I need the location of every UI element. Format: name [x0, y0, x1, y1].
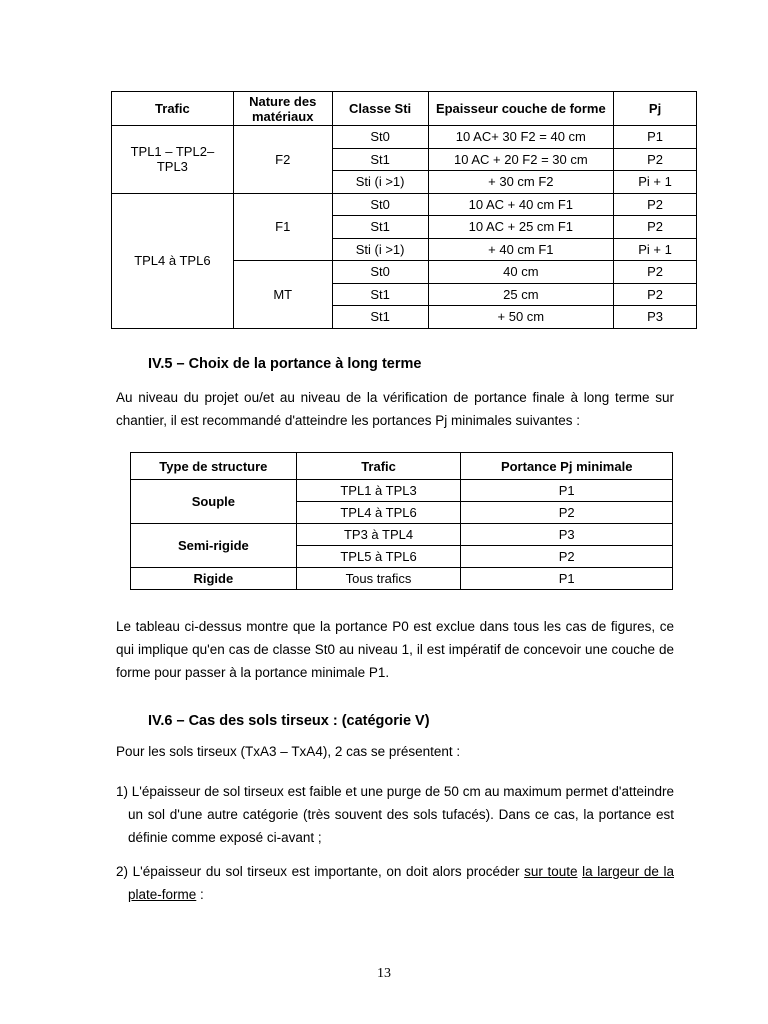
portance-cell: P3 — [461, 524, 673, 546]
paragraph-conclusion: Le tableau ci-dessus montre que la portance P0 est exclue dans tous les cas de figures, ce qui implique qu'en cas de classe St0 au niveau 1, il est impératif de concevoir une couche de forme pour passer à la portance minimale P1. — [116, 619, 674, 680]
trafic-cell: TPL4 à TPL6 — [112, 193, 234, 328]
pj-cell: P2 — [614, 283, 697, 306]
trafic-cell: TP3 à TPL4 — [296, 524, 461, 546]
structure-cell: Souple — [131, 480, 297, 524]
trafic-cell: Tous trafics — [296, 568, 461, 590]
pj-cell: P2 — [614, 193, 697, 216]
portance-cell: P2 — [461, 546, 673, 568]
table-row — [131, 568, 673, 590]
header-pj: Pj — [614, 92, 697, 126]
header-epaisseur: Epaisseur couche de forme — [428, 92, 614, 126]
classe-cell: St0 — [332, 193, 428, 216]
table-row — [131, 524, 673, 546]
epaisseur-cell: 10 AC + 40 cm F1 — [428, 193, 614, 216]
classe-cell: St0 — [332, 261, 428, 284]
section-heading-iv6: IV.6 – Cas des sols tirseux : (catégorie V) — [148, 713, 430, 729]
header-portance: Portance Pj minimale — [461, 453, 673, 480]
portance-cell: P1 — [461, 480, 673, 502]
list-item-2-start: 2) L'épaisseur du sol tirseux est importante, on doit alors procéder — [116, 864, 525, 879]
table-row — [112, 126, 697, 149]
epaisseur-cell: 10 AC+ 30 F2 = 40 cm — [428, 126, 614, 149]
underlined-text: la largeur de la plate-forme — [128, 864, 674, 902]
nature-cell: F1 — [233, 193, 332, 261]
portance-cell: P1 — [461, 568, 673, 590]
trafic-cell: TPL5 à TPL6 — [296, 546, 461, 568]
pj-cell: P2 — [614, 261, 697, 284]
section-heading-iv5: IV.5 – Choix de la portance à long terme — [148, 356, 422, 372]
classe-cell: St1 — [332, 306, 428, 329]
table-header-row — [131, 453, 673, 480]
epaisseur-cell: 25 cm — [428, 283, 614, 306]
nature-cell: F2 — [233, 126, 332, 194]
list-item-2-end: : — [196, 887, 204, 902]
underlined-text: sur toute — [524, 864, 578, 879]
trafic-cell: TPL4 à TPL6 — [296, 502, 461, 524]
pj-cell: P2 — [614, 216, 697, 239]
header-trafic: Trafic — [112, 92, 234, 126]
header-classe: Classe Sti — [332, 92, 428, 126]
table-header-row — [112, 92, 697, 126]
structure-cell: Semi-rigide — [131, 524, 297, 568]
epaisseur-cell: 40 cm — [428, 261, 614, 284]
epaisseur-cell: 10 AC + 25 cm F1 — [428, 216, 614, 239]
header-type-structure: Type de structure — [131, 453, 297, 480]
paragraph-iv6-intro: Pour les sols tirseux (TxA3 – TxA4), 2 cas se présentent : — [116, 744, 461, 759]
page-number: 13 — [377, 966, 391, 981]
pj-cell: P3 — [614, 306, 697, 329]
epaisseur-cell: + 40 cm F1 — [428, 238, 614, 261]
list-item-1: 1) L'épaisseur de sol tirseux est faible et une purge de 50 cm au maximum permet d'atteindre un sol d'une autre catégorie (très souvent des sols tufacés). Dans ce cas, la portance est définie comme exposé ci-avant ; — [116, 784, 674, 845]
classe-cell: St1 — [332, 216, 428, 239]
paragraph-iv5-intro: Au niveau du projet ou/et au niveau de la vérification de portance finale à long terme sur chantier, il est recommandé d'atteindre les portances Pj minimales suivantes : — [116, 390, 674, 428]
epaisseur-cell: + 50 cm — [428, 306, 614, 329]
epaisseur-cell: 10 AC + 20 F2 = 30 cm — [428, 148, 614, 171]
classe-cell: Sti (i >1) — [332, 238, 428, 261]
pj-cell: Pi + 1 — [614, 171, 697, 194]
list-item-2 — [116, 860, 674, 906]
support-thickness-table — [111, 91, 697, 329]
header-trafic: Trafic — [296, 453, 461, 480]
epaisseur-cell: + 30 cm F2 — [428, 171, 614, 194]
pj-cell: Pi + 1 — [614, 238, 697, 261]
table-row — [112, 193, 697, 216]
structure-cell: Rigide — [131, 568, 297, 590]
classe-cell: St1 — [332, 148, 428, 171]
classe-cell: St1 — [332, 283, 428, 306]
minimum-bearing-table — [130, 452, 673, 590]
trafic-cell: TPL1 – TPL2– TPL3 — [112, 126, 234, 194]
header-nature: Nature des matériaux — [233, 92, 332, 126]
pj-cell: P2 — [614, 148, 697, 171]
table-row — [131, 480, 673, 502]
pj-cell: P1 — [614, 126, 697, 149]
trafic-cell: TPL1 à TPL3 — [296, 480, 461, 502]
classe-cell: Sti (i >1) — [332, 171, 428, 194]
portance-cell: P2 — [461, 502, 673, 524]
classe-cell: St0 — [332, 126, 428, 149]
nature-cell: MT — [233, 261, 332, 329]
